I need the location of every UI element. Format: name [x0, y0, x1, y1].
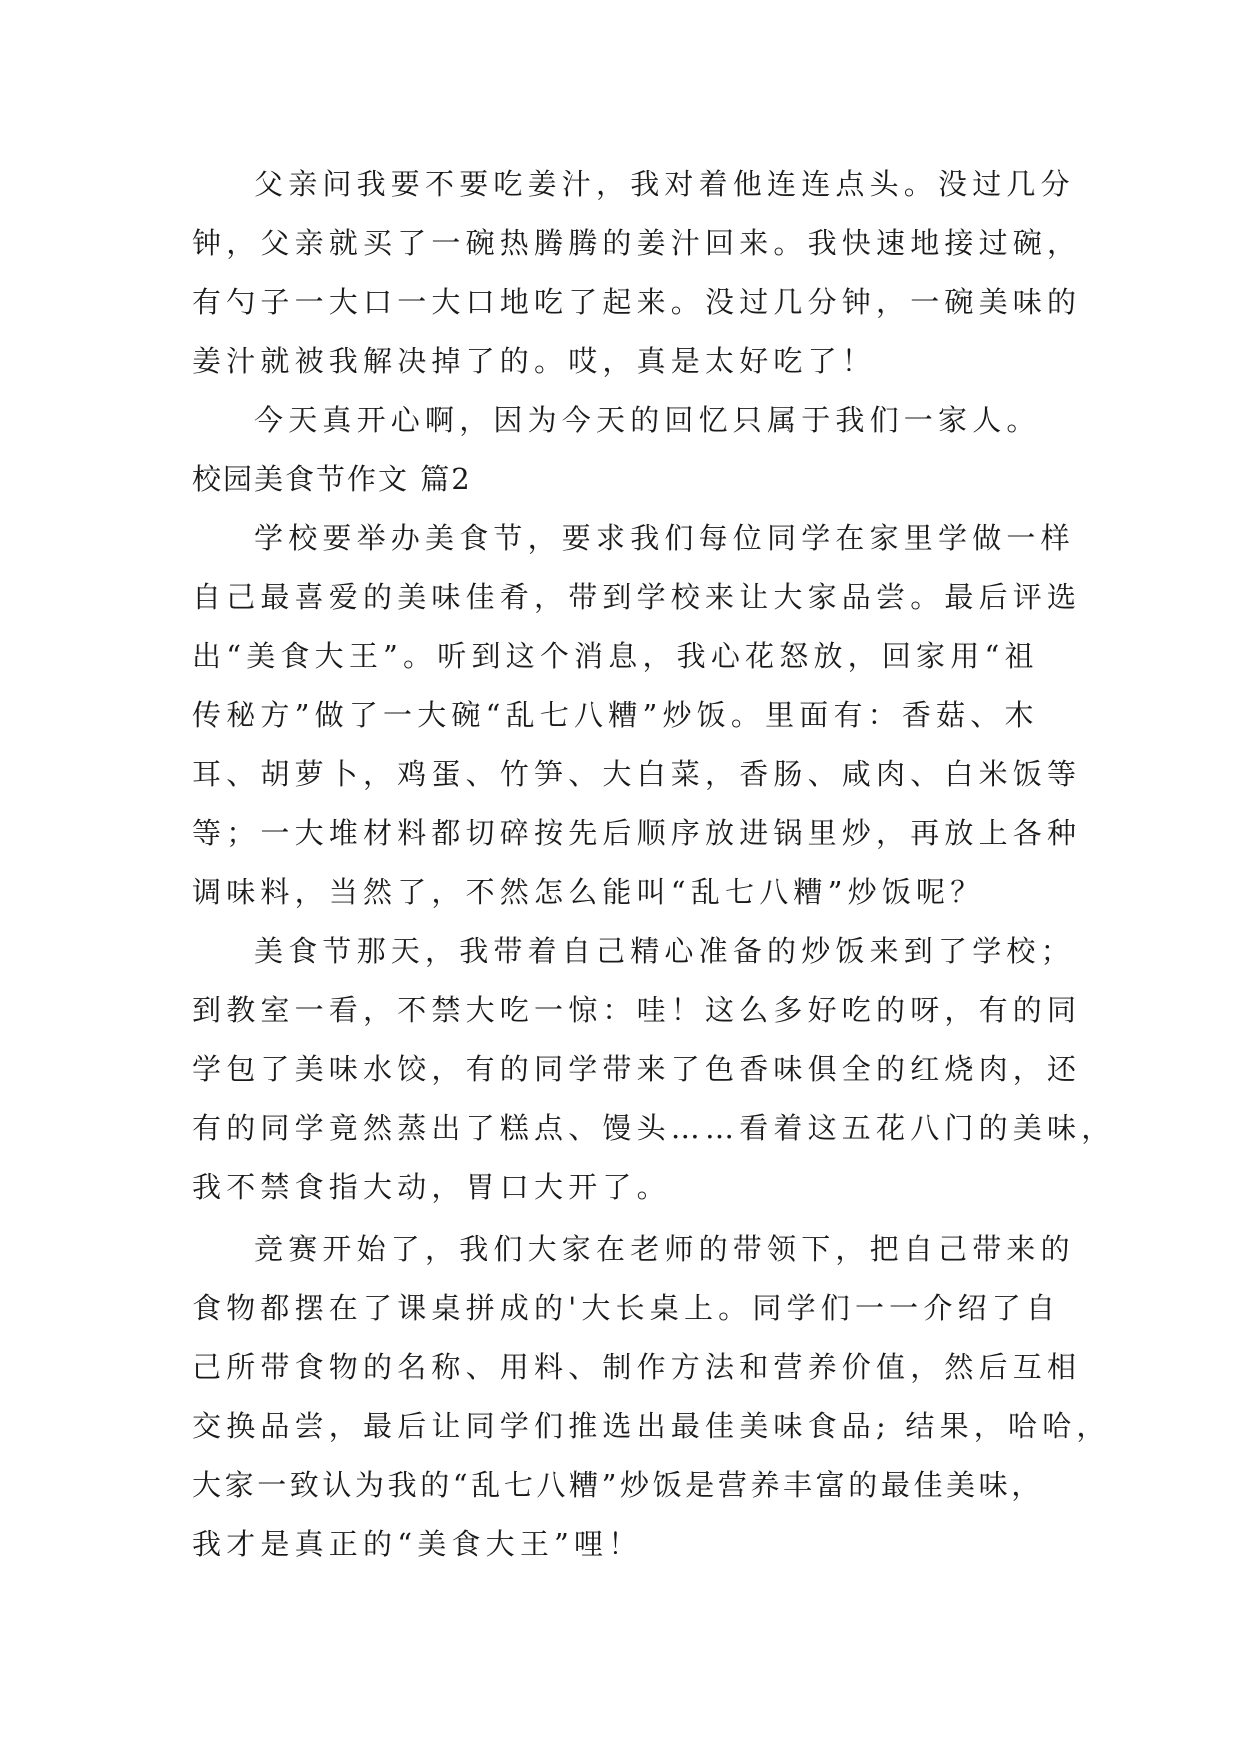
text-line: 等；一大堆材料都切碎按先后顺序放进锅里炒，再放上各种	[192, 816, 1082, 850]
text-line: 有的同学竟然蒸出了糕点、馒头……看着这五花八门的美味，	[192, 1111, 1116, 1145]
text-line: 姜汁就被我解决掉了的。哎，真是太好吃了！	[192, 344, 877, 378]
text-line: 到教室一看，不禁大吃一惊：哇！这么多好吃的呀，有的同	[192, 993, 1082, 1027]
paragraph-happy-day	[192, 391, 1062, 450]
text-line: 出“美食大王”。听到这个消息，我心花怒放，回家用“祖	[192, 639, 1039, 673]
text-line: 己所带食物的名称、用料、制作方法和营养价值，然后互相	[192, 1350, 1082, 1384]
text-line: 学包了美味水饺，有的同学带来了色香味俱全的红烧肉，还	[192, 1052, 1082, 1086]
text-line: 钟，父亲就买了一碗热腾腾的姜汁回来。我快速地接过碗，	[192, 226, 1082, 260]
text-line: 食物都摆在了课桌拼成的'大长桌上。同学们一一介绍了自	[192, 1291, 1061, 1325]
text-line: 大家一致认为我的“乱七八糟”炒饭是营养丰富的最佳美味，	[192, 1468, 1044, 1502]
paragraph-festival-day	[192, 922, 1116, 1217]
text-line: 父亲问我要不要吃姜汁，我对着他连连点头。没过几分	[254, 167, 1075, 201]
section-heading: 校园美食节作文 篇2	[192, 462, 472, 496]
text-line: 我才是真正的“美食大王”哩！	[192, 1527, 643, 1561]
text-line: 自己最喜爱的美味佳肴，带到学校来让大家品尝。最后评选	[192, 580, 1082, 614]
text-line: 今天真开心啊，因为今天的回忆只属于我们一家人。	[254, 403, 1041, 437]
text-line: 学校要举办美食节，要求我们每位同学在家里学做一样	[254, 521, 1075, 555]
text-line: 我不禁食指大动，胃口大开了。	[192, 1170, 671, 1204]
text-line: 美食节那天，我带着自己精心准备的炒饭来到了学校；	[254, 934, 1075, 968]
document-body	[192, 155, 1116, 1574]
paragraph-ginger-soup	[192, 155, 1082, 391]
text-line: 竞赛开始了，我们大家在老师的带领下，把自己带来的	[254, 1232, 1075, 1266]
text-line: 交换品尝，最后让同学们推选出最佳美味食品; 结果，哈哈，	[192, 1409, 1111, 1443]
paragraph-food-festival-intro	[192, 509, 1082, 922]
text-line: 传秘方”做了一大碗“乱七八糟”炒饭。里面有：香菇、木	[192, 698, 1039, 732]
paragraph-competition	[192, 1220, 1111, 1574]
text-line: 调味料，当然了，不然怎么能叫“乱七八糟”炒饭呢？	[192, 875, 985, 909]
text-line: 有勺子一大口一大口地吃了起来。没过几分钟，一碗美味的	[192, 285, 1082, 319]
text-line: 耳、胡萝卜，鸡蛋、竹笋、大白菜，香肠、咸肉、白米饭等	[192, 757, 1082, 791]
